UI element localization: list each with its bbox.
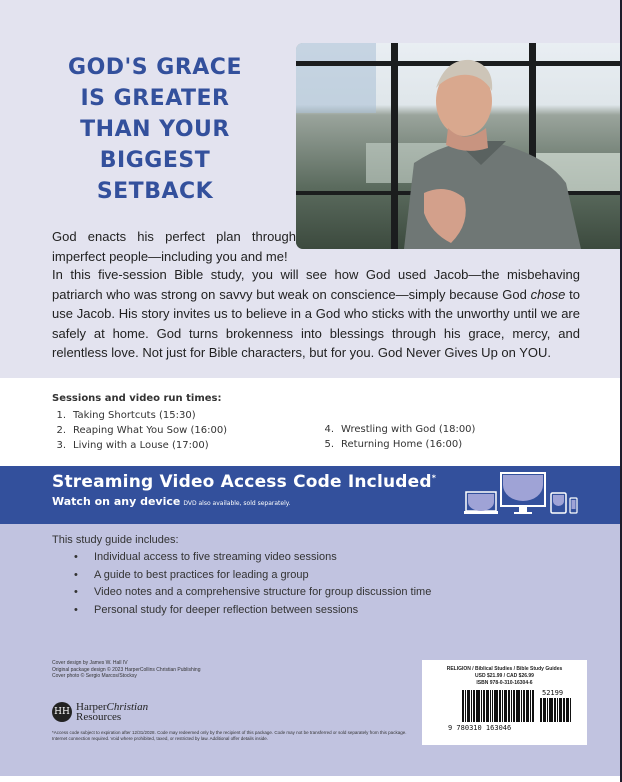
bullet-icon: •: [74, 586, 78, 598]
tablet-icon: [551, 493, 566, 513]
headline-line: THAN YOUR: [80, 117, 230, 142]
includes-item: • Video notes and a comprehensive structure for group discussion time: [74, 584, 431, 602]
barcode-icon: [462, 690, 535, 722]
disclaimer: *Access code subject to expiration after 12/31/2028. Code may redeemed only by the recipient of this package. Code may not be transferred or sold separately from this package. Internet connection required. Void where prohibited, taxed, or restricted by law. Additional offer details inside.: [52, 730, 407, 741]
barcode-number: 9 780310 163046: [448, 724, 512, 732]
credits: Cover design by James W. Hall IV Original package design © 2023 HarperCollins Christian Publishing Cover photo © Sergio Marcos/Stocksy: [52, 660, 201, 679]
intro-paragraph: God enacts his perfect plan through imperfect people—including you and me!: [52, 229, 296, 264]
bullet-icon: •: [74, 551, 78, 563]
banner-title: Streaming Video Access Code Included*: [52, 472, 437, 492]
headline-line: IS GREATER: [80, 86, 230, 111]
publisher-name: HarperChristian Resources: [76, 701, 149, 723]
session-item: 3. Living with a Louse (17:00): [56, 440, 209, 451]
sessions-section: [0, 378, 620, 466]
headline: [40, 52, 270, 207]
description-paragraph: In this five-session Bible study, you will see how God used Jacob—the misbehaving patriarch who was strong on savvy but weak on conscience—simply because God chose to use Jacob. His story invites us to believe in a God who sticks with the unworthy until we are safely at home. God turns brokenness into blessings through his grace, mercy, and relentless love. Not just for Bible characters, but for you. God Never Gives Up on YOU.: [52, 267, 580, 360]
includes-item: • A guide to best practices for leading a group: [74, 567, 431, 585]
desktop-monitor-icon: [501, 473, 545, 514]
bullet-icon: •: [74, 568, 78, 581]
session-item: 5. Returning Home (16:00): [324, 439, 463, 450]
headline-line: GOD'S GRACE: [68, 55, 242, 80]
session-item: 2. Reaping What You Sow (16:00): [56, 425, 228, 436]
includes-item: • Individual access to five streaming video sessions: [74, 549, 431, 567]
sessions-list-right: [320, 422, 475, 452]
price-code: 52199: [542, 689, 564, 697]
speaker-photo-illustration: [296, 43, 620, 249]
sessions-list-left: [52, 408, 227, 453]
price-barcode-icon: [540, 698, 572, 722]
session-item: 4. Wrestling with God (18:00): [324, 424, 476, 435]
publisher-logo: [52, 702, 148, 722]
headline-line: BIGGEST: [99, 148, 211, 173]
includes-item: • Personal study for deeper reflection between sessions: [74, 602, 431, 620]
includes-title: This study guide includes:: [52, 534, 179, 546]
banner-subtitle: Watch on any device DVD also available, sold separately.: [52, 495, 291, 508]
banner-note: DVD also available, sold separately.: [183, 500, 291, 507]
barcode-panel: [422, 660, 587, 745]
session-item: 1. Taking Shortcuts (15:30): [56, 410, 196, 421]
page-bottom-strip: [0, 776, 620, 782]
devices-icon-group: [464, 470, 584, 520]
emphasis-word: chose: [530, 286, 566, 302]
barcode-isbn: ISBN 978-0-310-16304-6: [476, 680, 533, 686]
phone-icon: [570, 498, 577, 513]
sessions-title: Sessions and video run times:: [52, 393, 222, 404]
laptop-icon: [464, 492, 498, 514]
speaker-photo: [296, 43, 620, 249]
publisher-logo-mark-icon: HH: [52, 702, 72, 722]
bottom-section: [0, 524, 620, 776]
streaming-banner: [0, 466, 620, 524]
includes-list: [74, 549, 431, 619]
barcode-price: USD $21.99 / CAD $26.99: [475, 673, 534, 679]
headline-line: SETBACK: [96, 179, 214, 204]
bullet-icon: •: [74, 603, 78, 616]
barcode-category: RELIGION / Biblical Studies / Bible Study Guides: [446, 666, 563, 672]
top-section: [0, 0, 620, 378]
